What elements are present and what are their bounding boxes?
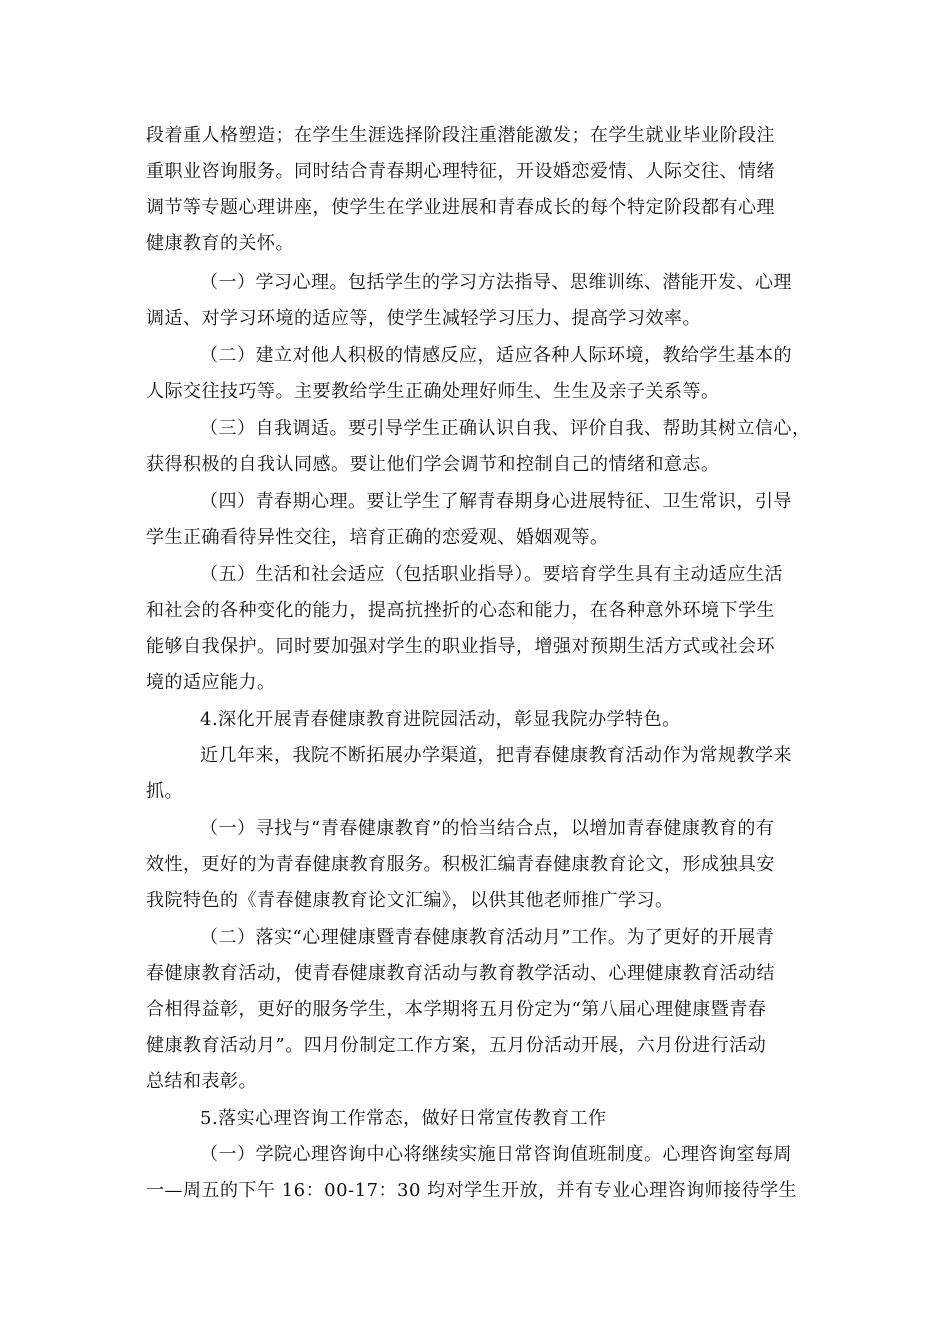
text-line: 能够自我保护。同时要加强对学生的职业指导，增强对预期生活方式或社会环 <box>146 636 775 657</box>
text-line: 调适、对学习环境的适应等，使学生减轻学习压力、提高学习效率。 <box>146 308 701 329</box>
text-line: 抓。 <box>146 781 183 802</box>
text-line: 我院特色的《青春健康教育论文汇编》，以供其他老师推广学习。 <box>146 890 674 911</box>
text-line: （一）学院心理咨询中心将继续实施日常咨询值班制度。心理咨询室每周 <box>200 1144 792 1165</box>
text-line: （二）建立对他人积极的情感反应，适应各种人际环境，教给学生基本的 <box>200 345 792 366</box>
text-line: 调节等专题心理讲座，使学生在学业进展和青春成长的每个特定阶段都有心理 <box>146 197 775 218</box>
text-line: 健康教育活动月”。四月份制定工作方案，五月份活动开展，六月份进行活动 <box>146 1035 767 1056</box>
text-line: 近几年来，我院不断拓展办学渠道，把青春健康教育活动作为常规教学来 <box>200 745 792 766</box>
text-line: 效性，更好的为青春健康教育服务。积极汇编青春健康教育论文，形成独具安 <box>146 854 775 875</box>
text-line: （一）学习心理。包括学生的学习方法指导、思维训练、潜能开发、心理 <box>200 272 792 293</box>
text-line: 春健康教育活动，使青春健康教育活动与教育教学活动、心理健康教育活动结 <box>146 963 775 984</box>
text-line: （一）寻找与“青春健康教育”的恰当结合点，以增加青春健康教育的有 <box>200 818 775 839</box>
text-line: 境的适应能力。 <box>146 672 276 693</box>
text-line: 获得积极的自我认同感。要让他们学会调节和控制自己的情绪和意志。 <box>146 454 720 475</box>
section-heading: 5.落实心理咨询工作常态，做好日常宣传教育工作 <box>200 1108 607 1129</box>
text-line: 和社会的各种变化的能力，提高抗挫折的心态和能力，在各种意外环境下学生 <box>146 600 775 621</box>
section-heading: 4.深化开展青春健康教育进院园活动，彰显我院办学特色。 <box>200 709 681 730</box>
text-line: 学生正确看待异性交往，培育正确的恋爱观、婚姻观等。 <box>146 527 609 548</box>
text-line: 健康教育的关怀。 <box>146 233 294 254</box>
text-line: （四）青春期心理。要让学生了解青春期身心进展特征、卫生常识，引导 <box>200 491 792 512</box>
text-line: （三）自我调适。要引导学生正确认识自我、评价自我、帮助其树立信心， <box>200 418 811 439</box>
text-line: 人际交往技巧等。主要教给学生正确处理好师生、生生及亲子关系等。 <box>146 381 720 402</box>
text-line: 总结和表彰。 <box>146 1071 257 1092</box>
text-line: 合相得益彰，更好的服务学生，本学期将五月份定为“第八届心理健康暨青春 <box>146 999 767 1020</box>
text-line: （五）生活和社会适应（包括职业指导）。要培育学生具有主动适应生活 <box>200 564 783 585</box>
text-line: 段着重人格塑造；在学生生涯选择阶段注重潜能激发；在学生就业毕业阶段注 <box>146 125 775 146</box>
text-line: 重职业咨询服务。同时结合青春期心理特征，开设婚恋爱情、人际交往、情绪 <box>146 161 775 182</box>
text-line: 一—周五的下午 16：00-17：30 均对学生开放，并有专业心理咨询师接待学生 <box>146 1180 798 1201</box>
text-line: （二）落实“心理健康暨青春健康教育活动月”工作。为了更好的开展青 <box>200 927 775 948</box>
